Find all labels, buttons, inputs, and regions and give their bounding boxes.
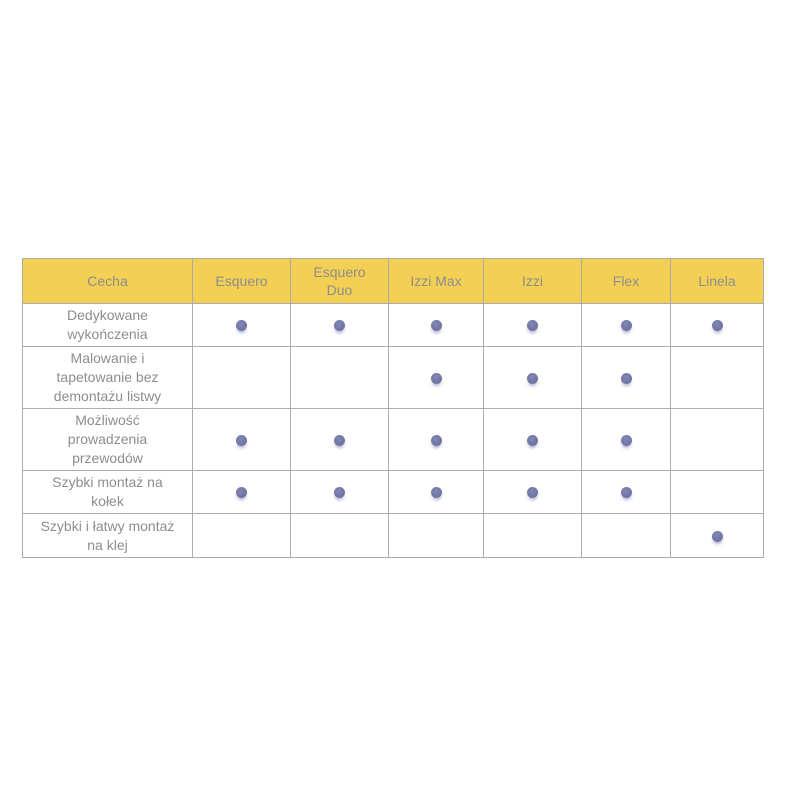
feature-dot [236,435,247,446]
column-header-esquero: Esquero [193,259,291,304]
feature-cell [389,471,484,514]
table-row [23,471,764,514]
feature-cell [193,409,291,471]
feature-cell [671,304,764,347]
feature-cell [389,304,484,347]
feature-cell [671,347,764,409]
feature-label: Możliwość prowadzenia przewodów [23,409,193,471]
feature-dot [527,435,538,446]
feature-dot [527,373,538,384]
feature-label: Malowanie i tapetowanie bez demontażu listwy [23,347,193,409]
feature-cell [484,347,582,409]
column-header-izzi: Izzi [484,259,582,304]
feature-cell [484,471,582,514]
feature-cell [291,347,389,409]
feature-cell [389,409,484,471]
feature-cell [291,471,389,514]
feature-dot [431,435,442,446]
feature-cell [389,347,484,409]
table-row [23,409,764,471]
feature-cell [291,514,389,558]
feature-cell [193,347,291,409]
feature-cell [484,514,582,558]
feature-dot [621,373,632,384]
table-header-row [23,259,764,304]
feature-label: Dedykowane wykończenia [23,304,193,347]
feature-cell [582,514,671,558]
feature-cell [582,347,671,409]
feature-cell [671,409,764,471]
feature-cell [582,304,671,347]
feature-comparison-table [22,258,764,558]
feature-comparison-section [22,258,763,558]
feature-dot [334,435,345,446]
feature-label: Szybki montaż na kołek [23,471,193,514]
feature-dot [712,320,723,331]
feature-cell [671,471,764,514]
feature-dot [334,487,345,498]
feature-label: Szybki i łatwy montaż na klej [23,514,193,558]
table-row [23,347,764,409]
feature-dot [236,320,247,331]
feature-dot [431,373,442,384]
column-header-linela: Linela [671,259,764,304]
column-header-flex: Flex [582,259,671,304]
column-header-esquero-duo: Esquero Duo [291,259,389,304]
feature-cell [291,304,389,347]
feature-cell [484,409,582,471]
column-header-izzi-max: Izzi Max [389,259,484,304]
feature-dot [236,487,247,498]
feature-cell [291,409,389,471]
feature-dot [334,320,345,331]
feature-cell [582,409,671,471]
feature-cell [389,514,484,558]
feature-dot [712,531,723,542]
feature-cell [582,471,671,514]
column-header-cecha: Cecha [23,259,193,304]
feature-dot [431,487,442,498]
feature-cell [484,304,582,347]
table-row [23,304,764,347]
table-row [23,514,764,558]
feature-dot [621,320,632,331]
feature-dot [527,487,538,498]
feature-dot [621,435,632,446]
feature-dot [431,320,442,331]
feature-cell [193,514,291,558]
feature-cell [671,514,764,558]
feature-cell [193,471,291,514]
feature-dot [527,320,538,331]
feature-dot [621,487,632,498]
feature-cell [193,304,291,347]
